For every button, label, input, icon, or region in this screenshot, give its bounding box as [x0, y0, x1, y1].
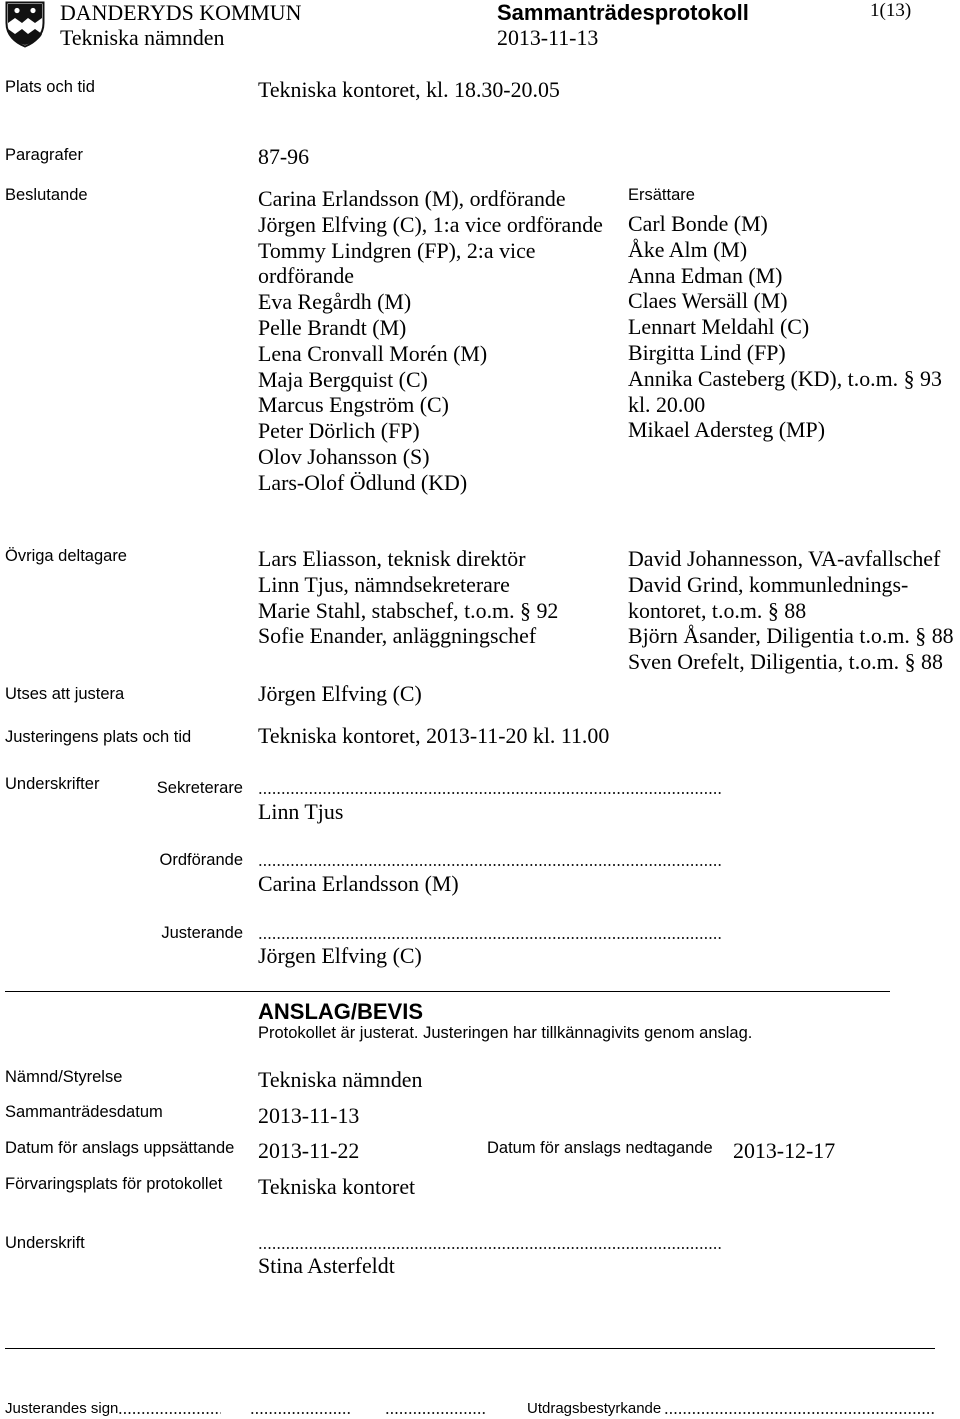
secretary-signature-line — [258, 791, 722, 795]
substitute-line: Mikael Adersteg (MP) — [628, 417, 825, 443]
storage-label: Förvaringsplats för protokollet — [5, 1175, 223, 1193]
member-line: Olov Johansson (S) — [258, 443, 430, 469]
notice-signature-label: Underskrift — [5, 1234, 85, 1252]
secretary-role: Sekreterare — [156, 779, 243, 797]
member-line: Lena Cronvall Morén (M) — [258, 340, 488, 366]
notice-statement: Protokollet är justerat. Justeringen har tillkännagivits genom anslag. — [258, 1024, 753, 1042]
notice-title: ANSLAG/BEVIS — [258, 999, 424, 1024]
substitutes-label: Ersättare — [628, 186, 695, 204]
extract-certified-label: Utdragsbestyrkande — [527, 1400, 662, 1417]
divider — [5, 991, 890, 992]
members-list — [258, 186, 603, 496]
participant-line: kontoret, t.o.m. § 88 — [628, 597, 807, 623]
meeting-date-label: Sammanträdesdatum — [5, 1103, 163, 1121]
substitutes-list — [628, 211, 942, 443]
substitute-line: Carl Bonde (M) — [628, 211, 768, 236]
adjuster-name: Jörgen Elfving (C) — [258, 943, 422, 968]
posted-date-value: 2013-11-22 — [258, 1138, 360, 1163]
meeting-date: 2013-11-13 — [497, 25, 599, 50]
member-line: Jörgen Elfving (C), 1:a vice ordförande — [258, 211, 603, 237]
logo — [5, 1, 45, 48]
member-line: Eva Regårdh (M) — [258, 289, 412, 315]
document-type: Sammanträdesprotokoll — [497, 0, 749, 25]
chair-signature-line — [258, 863, 722, 867]
coat-of-arms-icon — [5, 1, 45, 48]
secretary-name: Linn Tjus — [258, 799, 344, 824]
member-line: Pelle Brandt (M) — [258, 314, 407, 340]
chair-role: Ordförande — [159, 851, 243, 869]
member-line: Tommy Lindgren (FP), 2:a vice — [258, 237, 536, 263]
adjustment-value: Tekniska kontoret, 2013-11-20 kl. 11.00 — [258, 723, 610, 748]
participant-line: David Johannesson, VA-avfallschef — [628, 546, 941, 571]
member-line: Maja Bergquist (C) — [258, 366, 428, 392]
other-participants-left — [258, 546, 558, 649]
substitute-line: Anna Edman (M) — [628, 262, 783, 288]
storage-value: Tekniska kontoret — [258, 1174, 416, 1199]
paragraphs-value: 87-96 — [258, 144, 310, 169]
adjusters-sign-line-2 — [250, 1411, 352, 1415]
member-line: Marcus Engström (C) — [258, 392, 449, 418]
member-line: Peter Dörlich (FP) — [258, 418, 420, 444]
participant-line: David Grind, kommunlednings- — [628, 571, 909, 597]
other-participants-label: Övriga deltagare — [5, 547, 127, 565]
signatures-label: Underskrifter — [5, 775, 100, 793]
chair-name: Carina Erlandsson (M) — [258, 871, 459, 896]
substitute-line: Birgitta Lind (FP) — [628, 339, 786, 365]
posted-date-label: Datum för anslags uppsättande — [5, 1139, 235, 1157]
municipality-name: DANDERYDS KOMMUN — [60, 0, 302, 25]
adjuster-role: Justerande — [161, 924, 243, 942]
member-line: Carina Erlandsson (M), ordförande — [258, 186, 566, 211]
adjusters-sign-line-3 — [385, 1411, 485, 1415]
body-value: Tekniska nämnden — [258, 1067, 423, 1092]
participant-line: Sofie Enander, anläggningschef — [258, 623, 537, 649]
notice-signature-name: Stina Asterfeldt — [258, 1253, 395, 1278]
footer-divider — [5, 1348, 935, 1349]
substitute-line: Åke Alm (M) — [628, 236, 748, 262]
substitute-line: Annika Casteberg (KD), t.o.m. § 93 — [628, 365, 942, 391]
body-label: Nämnd/Styrelse — [5, 1068, 123, 1086]
extract-certified-line — [664, 1411, 935, 1415]
page-number: 1(13) — [870, 0, 912, 21]
substitute-line: Claes Wersäll (M) — [628, 288, 788, 314]
committee-name: Tekniska nämnden — [60, 25, 225, 50]
adjusters-sign-line-1 — [118, 1411, 221, 1415]
participant-line: Björn Åsander, Diligentia t.o.m. § 88 — [628, 623, 954, 649]
notice-signature-line — [258, 1246, 722, 1250]
paragraphs-label: Paragrafer — [5, 146, 83, 164]
participant-line: Lars Eliasson, teknisk direktör — [258, 546, 526, 571]
place-time-value: Tekniska kontoret, kl. 18.30-20.05 — [258, 77, 560, 102]
removed-date-label: Datum för anslags nedtagande — [487, 1139, 713, 1157]
member-line: Lars-Olof Ödlund (KD) — [258, 469, 468, 495]
decision-makers-label: Beslutande — [5, 186, 88, 204]
participant-line: Sven Orefelt, Diligentia, t.o.m. § 88 — [628, 649, 943, 675]
substitute-line: kl. 20.00 — [628, 391, 706, 417]
adjuster-signature-line — [258, 936, 722, 940]
adjusters-sign-label: Justerandes sign — [5, 1400, 119, 1417]
removed-date-value: 2013-12-17 — [733, 1138, 836, 1163]
participant-line: Linn Tjus, nämndsekreterare — [258, 571, 510, 597]
substitute-line: Lennart Meldahl (C) — [628, 314, 810, 340]
adjuster-value: Jörgen Elfving (C) — [258, 681, 422, 706]
other-participants-right — [628, 546, 954, 675]
place-time-label: Plats och tid — [5, 78, 95, 96]
meeting-date-value: 2013-11-13 — [258, 1103, 360, 1128]
participant-line: Marie Stahl, stabschef, t.o.m. § 92 — [258, 597, 559, 623]
member-line: ordförande — [258, 263, 355, 289]
adjustment-label: Justeringens plats och tid — [5, 728, 192, 746]
adjuster-label: Utses att justera — [5, 685, 125, 703]
